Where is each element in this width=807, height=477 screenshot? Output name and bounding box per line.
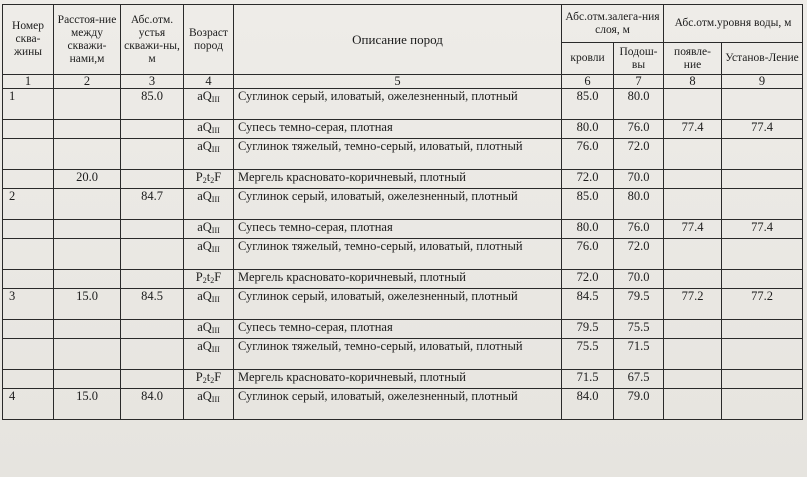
well-log-table <box>2 4 803 420</box>
distance <box>54 339 121 370</box>
distance: 20.0 <box>54 170 121 189</box>
layer-bottom: 80.0 <box>614 89 664 120</box>
header-layer-elevation: Абс.отм.залега-ния слоя, м <box>562 5 664 43</box>
water-appearance <box>664 89 722 120</box>
rock-age: $aQ_{III}$ <box>184 320 234 339</box>
well-number <box>3 320 54 339</box>
collar-elevation: 84.5 <box>121 289 184 320</box>
layer-top: 71.5 <box>562 370 614 389</box>
rock-age: $aQ_{III}$ <box>184 289 234 320</box>
column-number: 9 <box>722 75 803 89</box>
table-row <box>3 170 803 189</box>
layer-bottom: 67.5 <box>614 370 664 389</box>
table-row <box>3 339 803 370</box>
distance <box>54 370 121 389</box>
rock-description: Суглинок тяжелый, темно-серый, иловатый, плотный <box>234 239 562 270</box>
water-appearance <box>664 370 722 389</box>
column-number: 7 <box>614 75 664 89</box>
header-top: кровли <box>562 43 614 75</box>
layer-bottom: 79.0 <box>614 389 664 420</box>
layer-top: 72.0 <box>562 270 614 289</box>
table-row <box>3 289 803 320</box>
water-appearance <box>664 389 722 420</box>
collar-elevation <box>121 370 184 389</box>
water-appearance <box>664 170 722 189</box>
layer-top: 80.0 <box>562 120 614 139</box>
column-number: 2 <box>54 75 121 89</box>
rock-age: $aQ_{III}$ <box>184 389 234 420</box>
water-appearance: 77.4 <box>664 120 722 139</box>
layer-top: 85.0 <box>562 89 614 120</box>
layer-bottom: 70.0 <box>614 270 664 289</box>
header-steady: Установ-Ление <box>722 43 803 75</box>
table-body <box>3 89 803 420</box>
header-collar-elevation: Абс.отм. устья скважи-ны, м <box>121 5 184 75</box>
layer-bottom: 76.0 <box>614 120 664 139</box>
water-steady <box>722 89 803 120</box>
collar-elevation <box>121 139 184 170</box>
table-row <box>3 270 803 289</box>
distance <box>54 270 121 289</box>
rock-description: Суглинок серый, иловатый, ожелезненный, плотный <box>234 189 562 220</box>
well-number: 1 <box>3 89 54 120</box>
rock-description: Суглинок серый, иловатый, ожелезненный, плотный <box>234 89 562 120</box>
rock-age: $aQ_{III}$ <box>184 139 234 170</box>
water-steady <box>722 320 803 339</box>
layer-bottom: 72.0 <box>614 139 664 170</box>
water-steady: 77.4 <box>722 220 803 239</box>
distance: 15.0 <box>54 289 121 320</box>
collar-elevation <box>121 320 184 339</box>
collar-elevation <box>121 339 184 370</box>
layer-top: 84.5 <box>562 289 614 320</box>
water-steady <box>722 270 803 289</box>
table-row <box>3 389 803 420</box>
collar-elevation <box>121 120 184 139</box>
rock-age: $aQ_{III}$ <box>184 120 234 139</box>
layer-top: 85.0 <box>562 189 614 220</box>
table-row <box>3 370 803 389</box>
header-appearance: появле-ние <box>664 43 722 75</box>
column-number: 8 <box>664 75 722 89</box>
collar-elevation: 85.0 <box>121 89 184 120</box>
layer-top: 79.5 <box>562 320 614 339</box>
rock-description: Супесь темно-серая, плотная <box>234 220 562 239</box>
layer-bottom: 80.0 <box>614 189 664 220</box>
layer-bottom: 76.0 <box>614 220 664 239</box>
water-appearance <box>664 139 722 170</box>
well-number <box>3 220 54 239</box>
collar-elevation <box>121 270 184 289</box>
water-steady <box>722 339 803 370</box>
well-number <box>3 239 54 270</box>
water-steady <box>722 139 803 170</box>
rock-age: $aQ_{III}$ <box>184 220 234 239</box>
layer-bottom: 70.0 <box>614 170 664 189</box>
table-row <box>3 189 803 220</box>
table-row <box>3 320 803 339</box>
collar-elevation: 84.0 <box>121 389 184 420</box>
layer-bottom: 71.5 <box>614 339 664 370</box>
water-appearance: 77.2 <box>664 289 722 320</box>
layer-top: 76.0 <box>562 239 614 270</box>
water-steady <box>722 370 803 389</box>
rock-age: $aQ_{III}$ <box>184 239 234 270</box>
rock-age: $P_2t_2F$ <box>184 170 234 189</box>
table-row <box>3 89 803 120</box>
column-number: 3 <box>121 75 184 89</box>
water-steady <box>722 170 803 189</box>
table-row <box>3 139 803 170</box>
column-number: 1 <box>3 75 54 89</box>
water-steady <box>722 239 803 270</box>
rock-description: Суглинок тяжелый, темно-серый, иловатый, плотный <box>234 339 562 370</box>
well-number: 4 <box>3 389 54 420</box>
collar-elevation: 84.7 <box>121 189 184 220</box>
layer-top: 75.5 <box>562 339 614 370</box>
rock-age: $aQ_{III}$ <box>184 89 234 120</box>
rock-description: Супесь темно-серая, плотная <box>234 120 562 139</box>
distance <box>54 320 121 339</box>
header-bottom: Подош-вы <box>614 43 664 75</box>
layer-bottom: 79.5 <box>614 289 664 320</box>
collar-elevation <box>121 239 184 270</box>
table-row <box>3 120 803 139</box>
layer-top: 72.0 <box>562 170 614 189</box>
water-appearance: 77.4 <box>664 220 722 239</box>
layer-bottom: 72.0 <box>614 239 664 270</box>
water-steady <box>722 189 803 220</box>
water-appearance <box>664 189 722 220</box>
water-steady: 77.2 <box>722 289 803 320</box>
header-water-level: Абс.отм.уровня воды, м <box>664 5 803 43</box>
rock-age: $P_2t_2F$ <box>184 370 234 389</box>
distance <box>54 89 121 120</box>
rock-age: $aQ_{III}$ <box>184 339 234 370</box>
well-number: 3 <box>3 289 54 320</box>
distance <box>54 220 121 239</box>
water-steady <box>722 389 803 420</box>
table-row <box>3 239 803 270</box>
distance: 15.0 <box>54 389 121 420</box>
well-number <box>3 139 54 170</box>
rock-description: Мергель красновато-коричневый, плотный <box>234 370 562 389</box>
column-number: 5 <box>234 75 562 89</box>
well-number <box>3 120 54 139</box>
rock-description: Мергель красновато-коричневый, плотный <box>234 170 562 189</box>
layer-top: 76.0 <box>562 139 614 170</box>
water-appearance <box>664 239 722 270</box>
collar-elevation <box>121 220 184 239</box>
layer-bottom: 75.5 <box>614 320 664 339</box>
collar-elevation <box>121 170 184 189</box>
distance <box>54 239 121 270</box>
water-appearance <box>664 320 722 339</box>
well-number <box>3 339 54 370</box>
distance <box>54 139 121 170</box>
layer-top: 80.0 <box>562 220 614 239</box>
well-number: 2 <box>3 189 54 220</box>
column-number: 4 <box>184 75 234 89</box>
rock-description: Суглинок серый, иловатый, ожелезненный, плотный <box>234 389 562 420</box>
rock-description: Супесь темно-серая, плотная <box>234 320 562 339</box>
layer-top: 84.0 <box>562 389 614 420</box>
rock-description: Суглинок серый, иловатый, ожелезненный, плотный <box>234 289 562 320</box>
well-number <box>3 270 54 289</box>
header-rock-description: Описание пород <box>234 5 562 75</box>
rock-age: $aQ_{III}$ <box>184 189 234 220</box>
water-appearance <box>664 270 722 289</box>
table-row <box>3 220 803 239</box>
well-number <box>3 370 54 389</box>
rock-description: Суглинок тяжелый, темно-серый, иловатый, плотный <box>234 139 562 170</box>
rock-age: $P_2t_2F$ <box>184 270 234 289</box>
water-steady: 77.4 <box>722 120 803 139</box>
rock-description: Мергель красновато-коричневый, плотный <box>234 270 562 289</box>
header-distance: Расстоя-ние между скважи-нами,м <box>54 5 121 75</box>
distance <box>54 120 121 139</box>
column-number: 6 <box>562 75 614 89</box>
water-appearance <box>664 339 722 370</box>
header-well-number: Номер сква-жины <box>3 5 54 75</box>
column-numbers-row <box>3 75 803 89</box>
well-number <box>3 170 54 189</box>
header-rock-age: Возраст пород <box>184 5 234 75</box>
distance <box>54 189 121 220</box>
